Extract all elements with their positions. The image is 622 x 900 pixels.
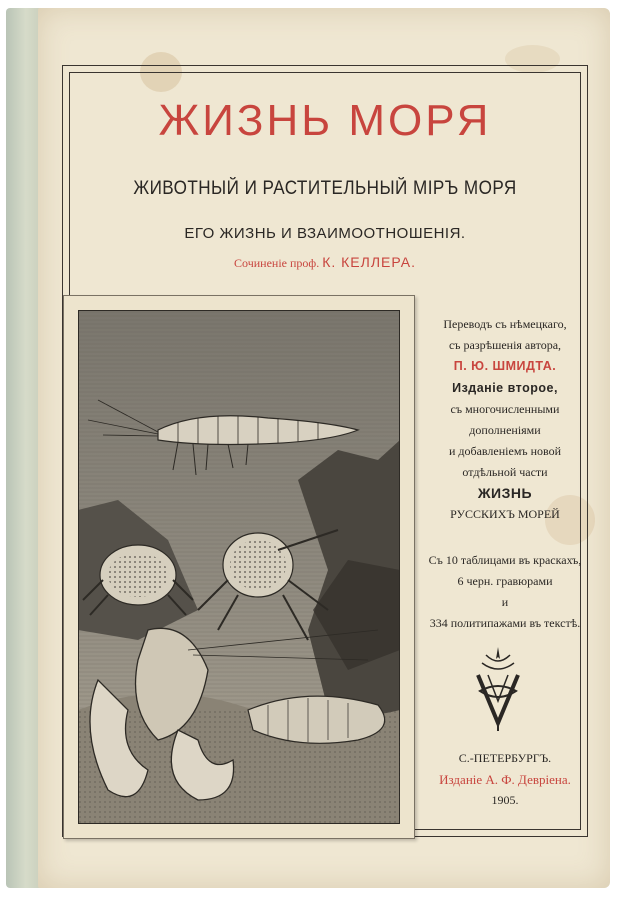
engraving-plate [63,295,415,839]
author-prefix: Сочиненiе проф. [234,256,320,270]
translation-line: съ разрѣшенiя автора, [448,338,562,352]
translation-block [415,314,595,377]
illustrations-line: и [501,595,509,609]
translator-name: П. Ю. ШМИДТА. [453,359,557,373]
translation-line: Переводъ съ нѣмецкаго, [443,317,567,331]
edition-line: и добавленiемъ новой [448,444,562,458]
publisher-city: С.-ПЕТЕРБУРГЪ. [458,751,552,765]
edition-title: Изданiе второе, [452,381,558,395]
publication-year: 1905. [491,793,519,807]
page-title: ЖИЗНЬ МОРЯ [158,96,492,145]
edition-line: дополненiями [469,423,541,437]
illustrations-line: 6 черн. гравюрами [457,574,553,588]
part-title: ЖИЗНЬ [477,485,533,501]
subtitle-secondary: ЕГО ЖИЗНЬ И ВЗАИМООТНОШЕНIЯ. [184,225,466,242]
publisher-block [415,748,595,811]
illustrations-line: 334 политипажами въ текстѣ. [429,616,581,630]
publisher-name: Изданiе А. Ф. Девріена. [439,772,571,787]
edition-block [415,378,595,525]
subtitle: ЖИВОТНЫЙ И РАСТИТЕЛЬНЫЙ МIРЪ МОРЯ [133,178,517,199]
edition-line: съ многочисленными [450,402,560,416]
edition-line: отдѣльной части [462,465,548,479]
slipper-lobster-figure [248,696,385,743]
publisher-monogram-icon [470,645,526,736]
sea-life-engraving [78,310,400,824]
author-line [60,254,590,271]
illustrations-line: Съ 10 таблицами въ краскахъ, [428,553,582,567]
author-name: К. КЕЛЛЕРА. [322,254,416,270]
illustrations-block [415,550,595,634]
part-subtitle: РУССКИХЪ МОРЕЙ [450,507,560,521]
